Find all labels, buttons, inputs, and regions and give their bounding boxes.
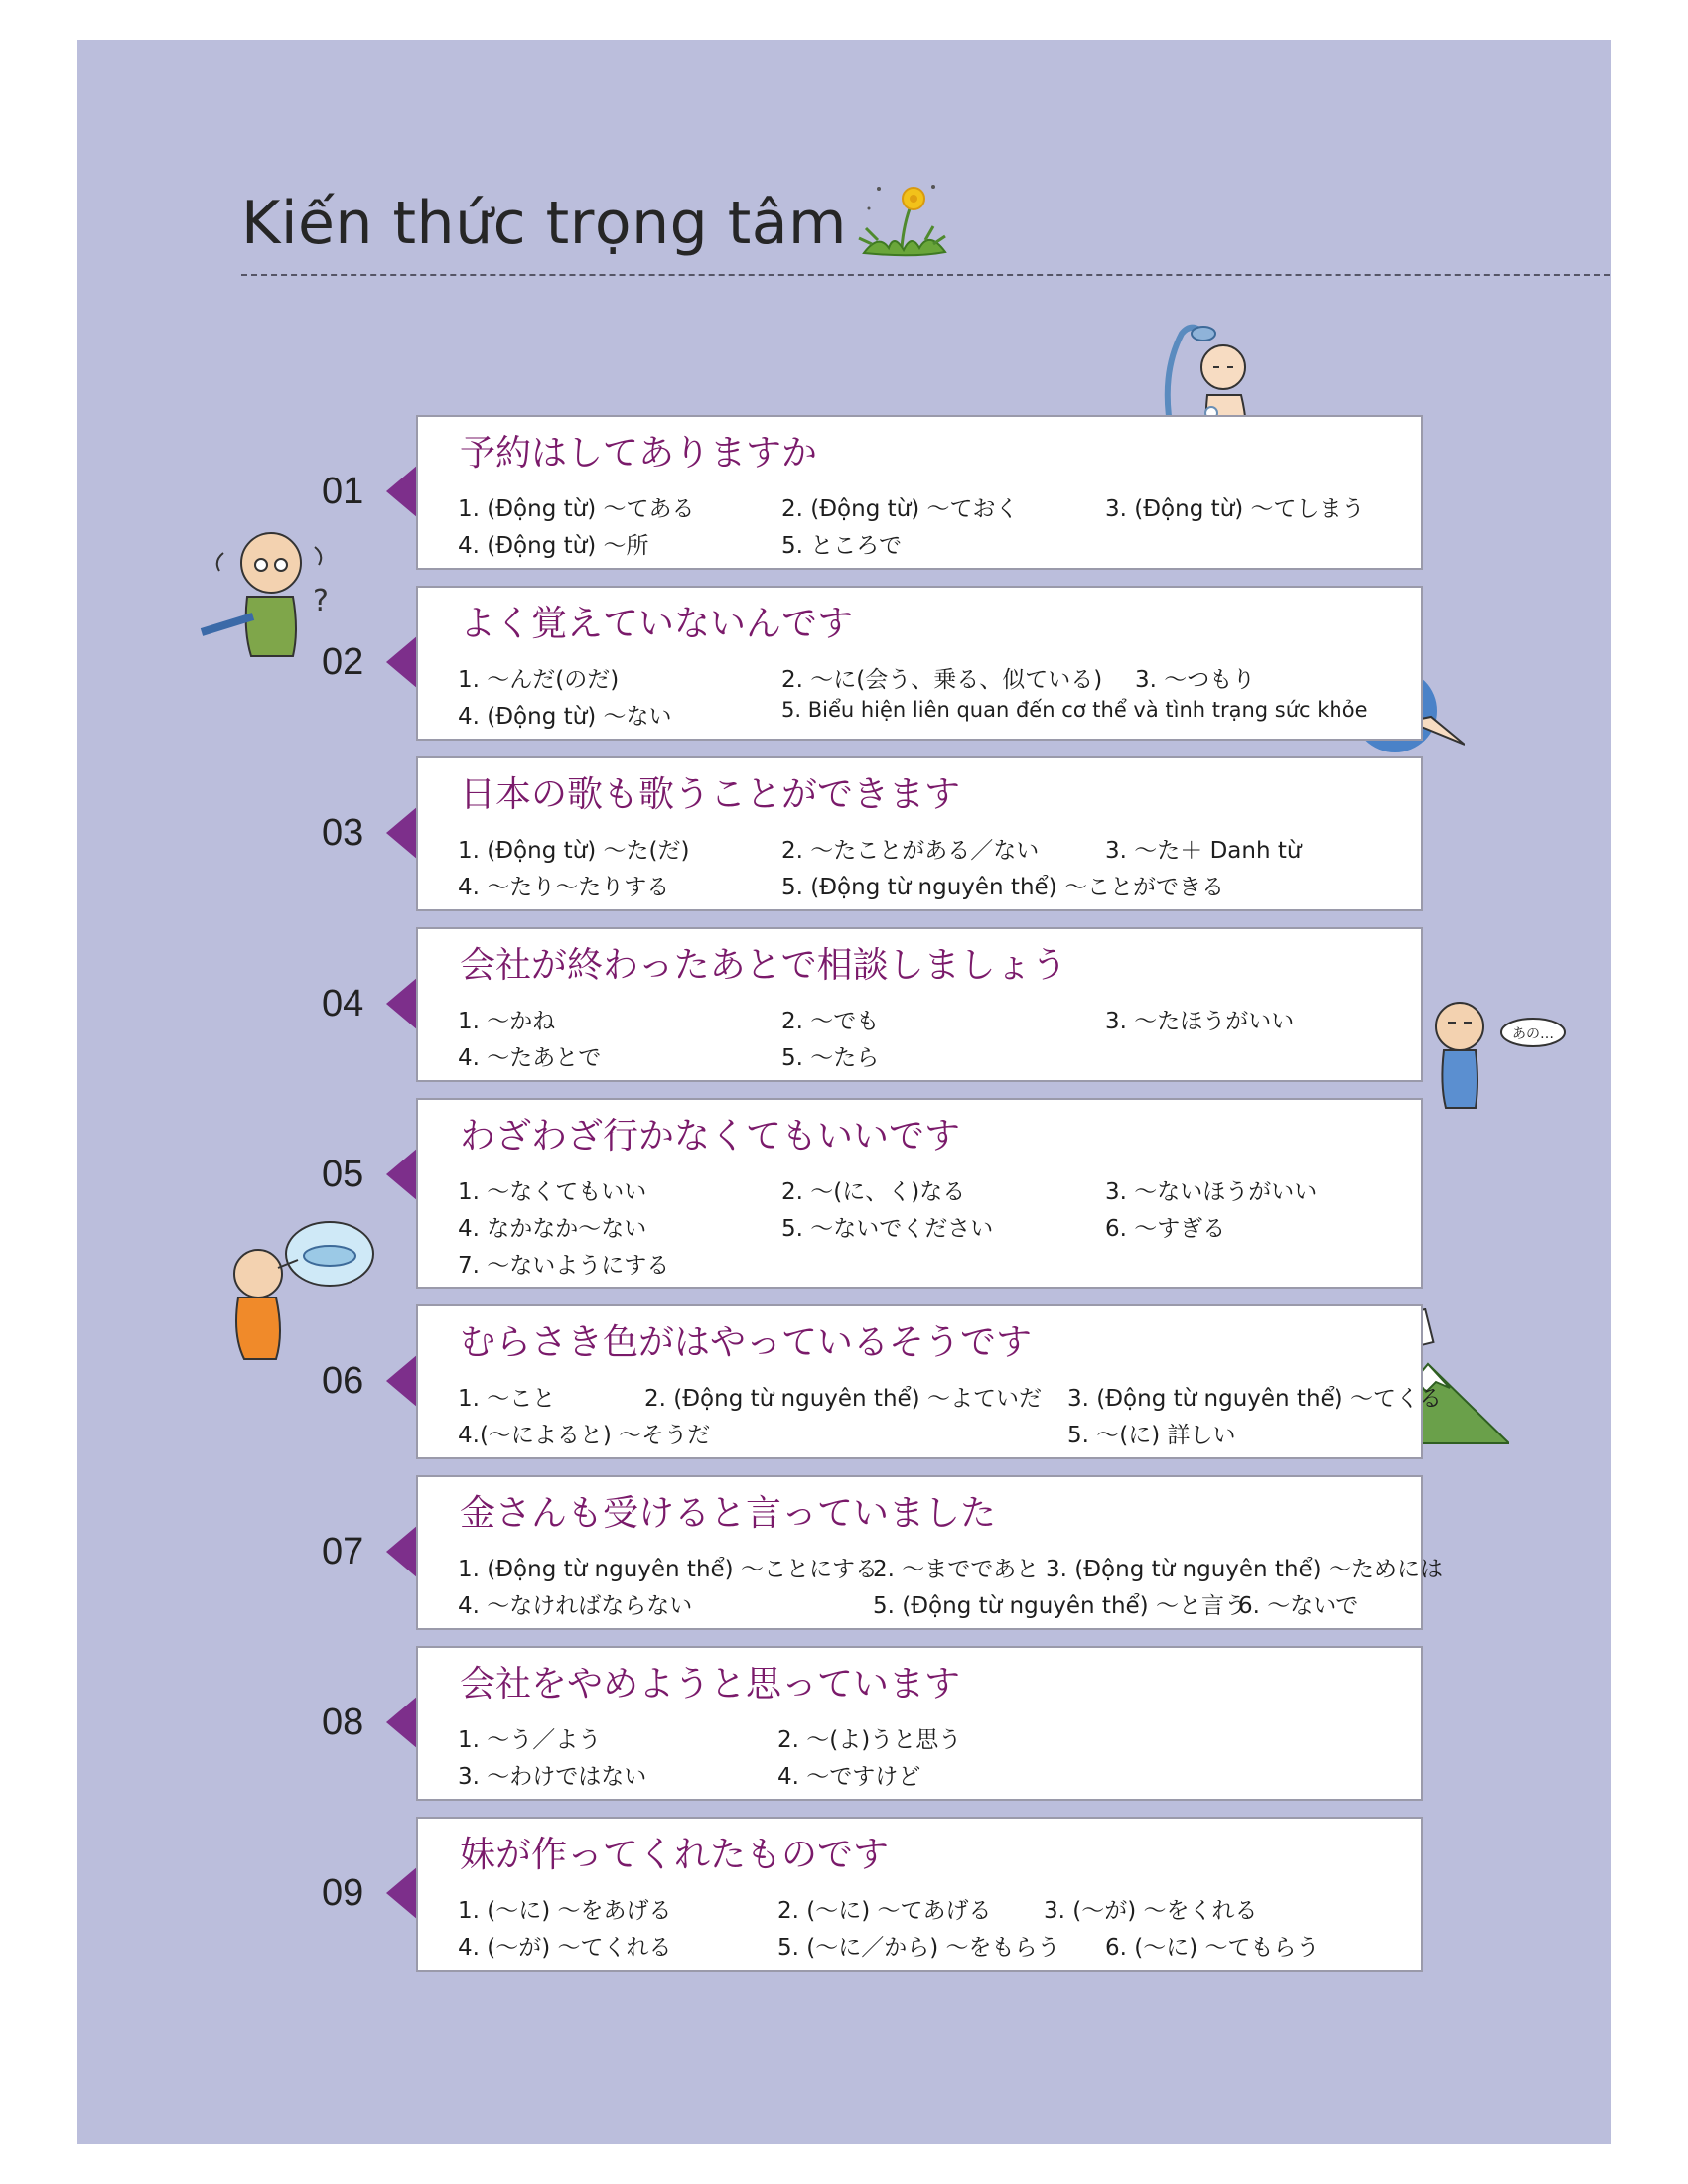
- lesson-item: 5. (～に／から) ～をもらう: [777, 1935, 1060, 1961]
- lesson-item: 3. (～が) ～をくれる: [1044, 1898, 1258, 1924]
- lesson-card: [416, 1304, 1442, 1459]
- lesson-arrow-marker: [386, 1525, 418, 1578]
- lesson-title: わざわざ行かなくてもいいです: [460, 1116, 961, 1157]
- lesson-item: 6. ～すぎる: [1105, 1216, 1226, 1242]
- lesson-item: 2. (Động từ) ～ておく: [781, 496, 1019, 522]
- lesson-item: 2. (Động từ nguyên thể) ～よていだ: [644, 1386, 1042, 1412]
- page-title: Kiến thức trọng tâm: [241, 189, 847, 258]
- lesson-number: 06: [322, 1360, 364, 1402]
- lesson-title: よく覚えていないんです: [460, 604, 854, 644]
- lesson-item: 5. Biểu hiện liên quan đến cơ thể và tình trạng sức khỏe: [781, 698, 1368, 722]
- lesson-item: 3. (Động từ nguyên thể) ～てくる: [1067, 1386, 1442, 1412]
- lesson-item: 3. (Động từ) ～てしまう: [1105, 496, 1365, 522]
- lesson-item: 4. ～たり～たりする: [458, 875, 670, 900]
- lesson-card: [416, 586, 1423, 741]
- lesson-item: 4. (Động từ) ～所: [458, 533, 649, 559]
- lesson-arrow-marker: [386, 1354, 418, 1408]
- dandelion-icon: [854, 179, 953, 263]
- lesson-arrow-marker: [386, 635, 418, 689]
- lesson-item: 1. ～う／よう: [458, 1727, 602, 1753]
- lesson-title: 会社をやめようと思っています: [460, 1664, 961, 1705]
- svg-text:?: ?: [313, 584, 329, 618]
- lesson-item: 3. ～た＋ Danh từ: [1105, 838, 1302, 864]
- lesson-item: 2. ～でも: [781, 1009, 880, 1034]
- lesson-item: 5. ところで: [781, 533, 903, 559]
- lesson-item: 1. ～んだ(のだ): [458, 667, 620, 693]
- lesson-item: 5. (Động từ nguyên thể) ～と言う: [873, 1593, 1247, 1619]
- lesson-item: 5. ～(に) 詳しい: [1067, 1423, 1236, 1448]
- lesson-item: 3. ～つもり: [1135, 667, 1256, 693]
- lesson-item: 1. ～こと: [458, 1386, 556, 1412]
- lesson-title: 会社が終わったあとで相談しましょう: [460, 945, 1067, 986]
- lesson-item: 4. ～なければならない: [458, 1593, 693, 1619]
- lesson-arrow-marker: [386, 1148, 418, 1201]
- lesson-arrow-marker: [386, 1866, 418, 1920]
- lesson-item: 4. なかなか～ない: [458, 1216, 647, 1242]
- lesson-title: むらさき色がはやっているそうです: [460, 1322, 1033, 1363]
- lesson-item: 2. ～たことがある／ない: [781, 838, 1040, 864]
- lesson-item: 1. (～に) ～をあげる: [458, 1898, 672, 1924]
- lesson-item: 1. ～なくてもいい: [458, 1179, 647, 1205]
- lesson-number: 02: [322, 641, 364, 683]
- lesson-card: [416, 1646, 1423, 1801]
- lesson-item: 2. (～に) ～てあげる: [777, 1898, 992, 1924]
- lesson-number: 08: [322, 1702, 364, 1743]
- lesson-item: 5. ～ないでください: [781, 1216, 994, 1242]
- lesson-number: 05: [322, 1154, 364, 1195]
- lesson-number: 09: [322, 1872, 364, 1914]
- lesson-item: 3. ～わけではない: [458, 1764, 647, 1790]
- lesson-title: 妹が作ってくれたものです: [460, 1835, 890, 1875]
- lesson-item: 2. ～に(会う、乗る、似ている): [781, 667, 1103, 693]
- lesson-item: 4. (～が) ～てくれる: [458, 1935, 672, 1961]
- lesson-title: 予約はしてありますか: [460, 433, 818, 474]
- lesson-item: 1. (Động từ nguyên thể) ～ことにする: [458, 1557, 878, 1582]
- lesson-number: 01: [322, 471, 364, 512]
- lesson-item: 3. (Động từ nguyên thể) ～ためには: [1046, 1557, 1443, 1582]
- lesson-item: 4. ～たあとで: [458, 1045, 602, 1071]
- lesson-title: 金さんも受けると言っていました: [460, 1493, 997, 1534]
- lesson-arrow-marker: [386, 806, 418, 860]
- talking-character-icon: [1430, 993, 1569, 1110]
- confused-character-icon: [194, 521, 343, 660]
- lesson-item: 7. ～ないようにする: [458, 1253, 670, 1279]
- lesson-number: 03: [322, 812, 364, 854]
- lesson-card: [416, 1475, 1443, 1630]
- lesson-item: 4.(～によると) ～そうだ: [458, 1423, 711, 1448]
- lesson-card: [416, 1098, 1423, 1289]
- lesson-card: [416, 415, 1423, 570]
- lesson-item: 1. (Động từ) ～た(だ): [458, 838, 690, 864]
- lesson-item: 2. ～(よ)うと思う: [777, 1727, 962, 1753]
- lesson-number: 04: [322, 983, 364, 1024]
- lesson-item: 6. ～ないで: [1238, 1593, 1359, 1619]
- lesson-arrow-marker: [386, 977, 418, 1030]
- lesson-item: 3. ～たほうがいい: [1105, 1009, 1295, 1034]
- lesson-item: 5. (Động từ nguyên thể) ～ことができる: [781, 875, 1224, 900]
- lesson-arrow-marker: [386, 465, 418, 518]
- lesson-card: [416, 1817, 1423, 1972]
- speech-bubble-text: あの…: [1512, 1026, 1554, 1042]
- dreaming-character-icon: [218, 1216, 377, 1360]
- lesson-card: [416, 927, 1423, 1082]
- lesson-item: 2. ～までであと: [873, 1557, 1040, 1582]
- lesson-item: 4. ～ですけど: [777, 1764, 921, 1790]
- lesson-item: 5. ～たら: [781, 1045, 880, 1071]
- lesson-number: 07: [322, 1531, 364, 1572]
- lesson-arrow-marker: [386, 1696, 418, 1749]
- lesson-item: 2. ～(に、く)なる: [781, 1179, 966, 1205]
- lesson-item: 3. ～ないほうがいい: [1105, 1179, 1318, 1205]
- lesson-item: 1. (Động từ) ～てある: [458, 496, 695, 522]
- lesson-card: [416, 756, 1423, 911]
- lesson-item: 4. (Động từ) ～ない: [458, 704, 672, 730]
- lesson-item: 1. ～かね: [458, 1009, 556, 1034]
- lesson-title: 日本の歌も歌うことができます: [460, 774, 961, 815]
- title-divider: [241, 274, 1610, 276]
- lesson-item: 6. (～に) ～てもらう: [1105, 1935, 1320, 1961]
